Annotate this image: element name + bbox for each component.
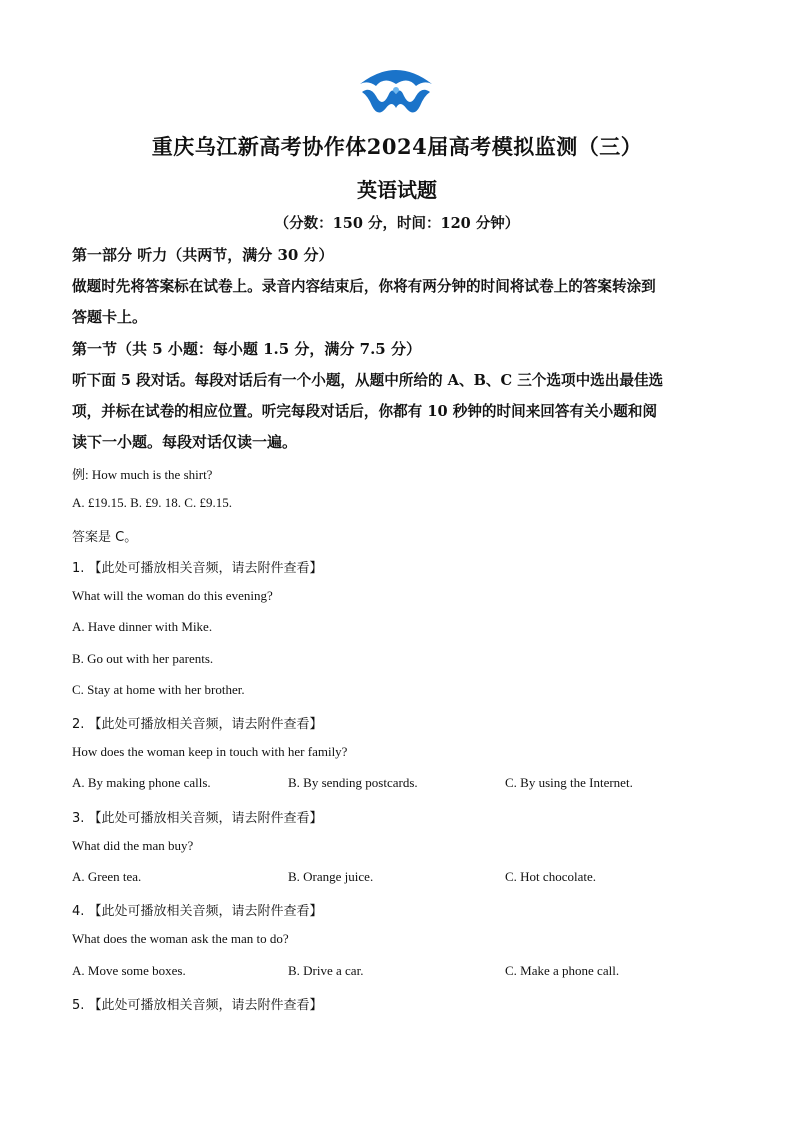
example-options: A. £19.15. B. £9. 18. C. £9.15. [72, 495, 232, 510]
question-text: What did the man buy? [72, 838, 194, 853]
question-label: 5. 【此处可播放相关音频，请去附件查看】 [72, 998, 323, 1013]
question-label: 2. 【此处可播放相关音频，请去附件查看】 [72, 717, 323, 732]
question-text: What will the woman do this evening? [72, 588, 273, 603]
option-b: B. Drive a car. [288, 963, 364, 978]
option-a: A. By making phone calls. [72, 775, 211, 790]
example-question: 例: How much is the shirt? [72, 467, 213, 482]
section1-instruction-line2: 项，并标在试卷的相应位置。听完每段对话后，你都有 10 秒钟的时间来回答有关小题和阅 [72, 403, 658, 420]
option-a: A. Move some boxes. [72, 963, 186, 978]
exam-title: 重庆乌江新高考协作体2024届高考模拟监测（三） [151, 134, 643, 159]
question-label: 3. 【此处可播放相关音频，请去附件查看】 [72, 811, 323, 826]
option-c: C. Stay at home with her brother. [72, 682, 245, 697]
section1-instruction-line3: 读下一小题。每段对话仅读一遍。 [72, 433, 298, 451]
section1-heading: 第一节（共 5 小题：每小题 1.5 分，满分 7.5 分） [72, 340, 421, 358]
section1-instruction-line1: 听下面 5 段对话。每段对话后有一个小题，从题中所给的 A、B、C 三个选项中选出最佳选 [72, 372, 664, 389]
wave-logo-icon [356, 62, 436, 120]
option-b: B. Orange juice. [288, 869, 374, 884]
option-b: B. By sending postcards. [288, 775, 418, 790]
part1-instruction-line2: 答题卡上。 [72, 308, 148, 326]
exam-subject: 英语试题 [357, 178, 437, 202]
part1-heading: 第一部分 听力（共两节，满分 30 分） [72, 246, 334, 264]
question-label: 4. 【此处可播放相关音频，请去附件查看】 [72, 904, 323, 919]
part1-instruction-line1: 做题时先将答案标在试卷上。录音内容结束后，你将有两分钟的时间将试卷上的答案转涂到 [72, 278, 656, 295]
option-c: C. By using the Internet. [505, 775, 633, 790]
question-label: 1. 【此处可播放相关音频，请去附件查看】 [72, 561, 323, 576]
question-text: What does the woman ask the man to do? [72, 931, 289, 946]
option-c: C. Hot chocolate. [505, 869, 596, 884]
option-c: C. Make a phone call. [505, 963, 620, 978]
option-a: A. Green tea. [72, 869, 142, 884]
option-b: B. Go out with her parents. [72, 651, 214, 666]
example-answer: 答案是 C。 [72, 530, 138, 545]
question-text: How does the woman keep in touch with her family? [72, 744, 348, 759]
option-a: A. Have dinner with Mike. [72, 619, 213, 634]
exam-info: （分数：150 分，时间：120 分钟） [274, 215, 520, 232]
